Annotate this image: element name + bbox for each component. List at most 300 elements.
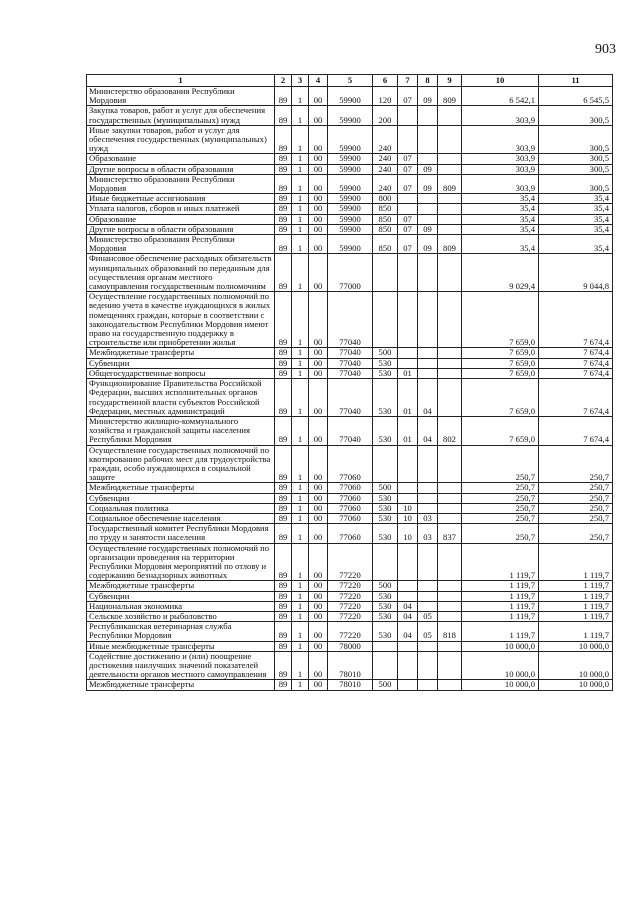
code-cell: 837 <box>438 524 462 543</box>
amount-cell: 35,4 <box>462 235 539 254</box>
amount-cell: 35,4 <box>462 204 539 214</box>
code-cell: 00 <box>309 87 328 106</box>
code-cell: 04 <box>398 601 418 611</box>
code-cell: 09 <box>418 87 438 106</box>
code-cell <box>438 483 462 493</box>
budget-table <box>86 74 613 691</box>
amount-cell: 10 000,0 <box>539 641 613 651</box>
code-cell: 77060 <box>328 445 373 483</box>
code-cell <box>398 591 418 601</box>
row-name-cell: Республиканская ветеринарная служба Республики Мордовия <box>87 622 275 641</box>
amount-cell: 35,4 <box>539 214 613 224</box>
table-row <box>87 601 613 611</box>
code-cell <box>438 358 462 368</box>
code-cell <box>438 254 462 292</box>
code-cell: 1 <box>292 601 309 611</box>
code-cell: 530 <box>373 358 398 368</box>
code-cell <box>438 513 462 523</box>
amount-cell: 6 542,1 <box>462 87 539 106</box>
code-cell: 1 <box>292 483 309 493</box>
table-row <box>87 591 613 601</box>
code-cell: 00 <box>309 524 328 543</box>
code-cell: 03 <box>418 513 438 523</box>
code-cell: 1 <box>292 611 309 621</box>
code-cell <box>438 680 462 690</box>
amount-cell: 250,7 <box>462 524 539 543</box>
code-cell: 530 <box>373 591 398 601</box>
amount-cell: 250,7 <box>462 503 539 513</box>
code-cell <box>438 641 462 651</box>
amount-cell: 250,7 <box>539 524 613 543</box>
table-body <box>87 87 613 691</box>
code-cell: 818 <box>438 622 462 641</box>
code-cell: 850 <box>373 235 398 254</box>
code-cell <box>438 125 462 154</box>
amount-cell: 300,5 <box>539 125 613 154</box>
code-cell: 07 <box>398 174 418 193</box>
code-cell <box>418 204 438 214</box>
code-cell: 89 <box>275 641 292 651</box>
column-header: 7 <box>398 75 418 87</box>
code-cell: 1 <box>292 292 309 348</box>
row-name-cell: Социальная политика <box>87 503 275 513</box>
code-cell: 1 <box>292 513 309 523</box>
code-cell: 89 <box>275 581 292 591</box>
code-cell: 1 <box>292 214 309 224</box>
code-cell: 89 <box>275 292 292 348</box>
code-cell: 00 <box>309 445 328 483</box>
code-cell <box>398 254 418 292</box>
code-cell <box>398 543 418 581</box>
row-name-cell: Субвенции <box>87 591 275 601</box>
amount-cell: 250,7 <box>539 493 613 503</box>
code-cell: 00 <box>309 680 328 690</box>
code-cell <box>398 204 418 214</box>
amount-cell: 9 044,8 <box>539 254 613 292</box>
amount-cell: 300,5 <box>539 164 613 174</box>
code-cell <box>438 581 462 591</box>
table-row <box>87 164 613 174</box>
code-cell: 78010 <box>328 651 373 680</box>
code-cell: 00 <box>309 601 328 611</box>
amount-cell: 10 000,0 <box>462 651 539 680</box>
amount-cell: 7 659,0 <box>462 358 539 368</box>
code-cell <box>418 445 438 483</box>
code-cell: 07 <box>398 235 418 254</box>
amount-cell: 7 659,0 <box>462 348 539 358</box>
code-cell: 10 <box>398 524 418 543</box>
amount-cell: 35,4 <box>539 204 613 214</box>
code-cell: 1 <box>292 641 309 651</box>
table-row <box>87 358 613 368</box>
code-cell <box>438 106 462 125</box>
code-cell: 00 <box>309 611 328 621</box>
code-cell: 1 <box>292 493 309 503</box>
code-cell: 78000 <box>328 641 373 651</box>
amount-cell: 1 119,7 <box>462 581 539 591</box>
table-row <box>87 680 613 690</box>
code-cell: 00 <box>309 368 328 378</box>
table-row <box>87 503 613 513</box>
row-name-cell: Государственный комитет Республики Мордовия по труду и занятости населения <box>87 524 275 543</box>
column-header: 6 <box>373 75 398 87</box>
code-cell: 77040 <box>328 379 373 417</box>
code-cell: 00 <box>309 235 328 254</box>
code-cell: 1 <box>292 622 309 641</box>
code-cell: 1 <box>292 164 309 174</box>
code-cell <box>398 125 418 154</box>
row-name-cell: Иные закупки товаров, работ и услуг для обеспечения государственных (муниципальных) нужд <box>87 125 275 154</box>
code-cell <box>418 125 438 154</box>
code-cell <box>398 680 418 690</box>
code-cell: 1 <box>292 235 309 254</box>
code-cell <box>418 543 438 581</box>
code-cell: 530 <box>373 611 398 621</box>
table-row <box>87 106 613 125</box>
code-cell: 89 <box>275 379 292 417</box>
code-cell: 89 <box>275 194 292 204</box>
row-name-cell: Общегосударственные вопросы <box>87 368 275 378</box>
code-cell <box>438 292 462 348</box>
code-cell: 89 <box>275 601 292 611</box>
code-cell: 07 <box>398 214 418 224</box>
code-cell: 59900 <box>328 174 373 193</box>
code-cell: 1 <box>292 194 309 204</box>
code-cell: 00 <box>309 513 328 523</box>
page-number: 903 <box>595 42 616 57</box>
code-cell: 89 <box>275 125 292 154</box>
code-cell: 77060 <box>328 493 373 503</box>
table-row <box>87 87 613 106</box>
code-cell: 89 <box>275 651 292 680</box>
amount-cell: 1 119,7 <box>462 611 539 621</box>
amount-cell: 250,7 <box>539 483 613 493</box>
amount-cell: 7 674,4 <box>539 368 613 378</box>
amount-cell: 303,9 <box>462 125 539 154</box>
amount-cell: 300,5 <box>539 174 613 193</box>
row-name-cell: Образование <box>87 214 275 224</box>
code-cell <box>373 254 398 292</box>
amount-cell: 7 674,4 <box>539 416 613 445</box>
amount-cell: 250,7 <box>539 445 613 483</box>
code-cell: 00 <box>309 174 328 193</box>
code-cell: 89 <box>275 416 292 445</box>
code-cell: 500 <box>373 581 398 591</box>
code-cell <box>438 164 462 174</box>
code-cell: 00 <box>309 483 328 493</box>
table-row <box>87 524 613 543</box>
code-cell <box>438 379 462 417</box>
code-cell: 77040 <box>328 292 373 348</box>
code-cell: 78010 <box>328 680 373 690</box>
amount-cell: 7 659,0 <box>462 379 539 417</box>
table-row <box>87 125 613 154</box>
code-cell: 59900 <box>328 224 373 234</box>
row-name-cell: Содействие достижению и (или) поощрение достижения наилучших значений показателей деятельности органов местного самоуправления <box>87 651 275 680</box>
code-cell: 04 <box>398 622 418 641</box>
column-header: 3 <box>292 75 309 87</box>
code-cell <box>373 292 398 348</box>
code-cell: 09 <box>418 235 438 254</box>
code-cell: 89 <box>275 611 292 621</box>
code-cell: 89 <box>275 154 292 164</box>
column-header: 8 <box>418 75 438 87</box>
code-cell: 01 <box>398 416 418 445</box>
code-cell: 04 <box>418 379 438 417</box>
column-header: 4 <box>309 75 328 87</box>
code-cell: 1 <box>292 106 309 125</box>
row-name-cell: Осуществление государственных полномочий по квотированию рабочих мест для трудоустройства граждан, особо нуждающихся в социальной защите <box>87 445 275 483</box>
code-cell: 00 <box>309 348 328 358</box>
code-cell: 03 <box>418 524 438 543</box>
code-cell <box>418 581 438 591</box>
table-row <box>87 214 613 224</box>
code-cell <box>373 543 398 581</box>
code-cell <box>418 680 438 690</box>
code-cell <box>418 483 438 493</box>
table-row <box>87 254 613 292</box>
row-name-cell: Субвенции <box>87 493 275 503</box>
code-cell <box>438 154 462 164</box>
code-cell: 00 <box>309 651 328 680</box>
code-cell: 530 <box>373 601 398 611</box>
amount-cell: 10 000,0 <box>539 680 613 690</box>
code-cell <box>418 214 438 224</box>
code-cell <box>418 591 438 601</box>
code-cell: 77220 <box>328 581 373 591</box>
row-name-cell: Министерство образования Республики Мордовия <box>87 235 275 254</box>
row-name-cell: Субвенции <box>87 358 275 368</box>
table-row <box>87 611 613 621</box>
code-cell <box>398 581 418 591</box>
row-name-cell: Межбюджетные трансферты <box>87 483 275 493</box>
code-cell: 500 <box>373 348 398 358</box>
code-cell: 89 <box>275 503 292 513</box>
table-row <box>87 368 613 378</box>
code-cell: 1 <box>292 254 309 292</box>
code-cell <box>418 503 438 513</box>
code-cell: 1 <box>292 204 309 214</box>
code-cell: 89 <box>275 224 292 234</box>
code-cell <box>418 641 438 651</box>
code-cell: 07 <box>398 87 418 106</box>
amount-cell: 35,4 <box>539 235 613 254</box>
row-name-cell: Межбюджетные трансферты <box>87 680 275 690</box>
row-name-cell: Другие вопросы в области образования <box>87 164 275 174</box>
amount-cell: 303,9 <box>462 174 539 193</box>
amount-cell: 250,7 <box>462 493 539 503</box>
code-cell: 05 <box>418 611 438 621</box>
table-row <box>87 292 613 348</box>
code-cell: 1 <box>292 368 309 378</box>
code-cell: 59900 <box>328 164 373 174</box>
amount-cell: 10 000,0 <box>462 680 539 690</box>
code-cell <box>398 641 418 651</box>
code-cell: 00 <box>309 106 328 125</box>
row-name-cell: Министерство образования Республики Мордовия <box>87 174 275 193</box>
code-cell: 89 <box>275 368 292 378</box>
code-cell: 89 <box>275 358 292 368</box>
code-cell: 530 <box>373 379 398 417</box>
row-name-cell: Образование <box>87 154 275 164</box>
code-cell: 89 <box>275 204 292 214</box>
code-cell <box>438 348 462 358</box>
amount-cell: 250,7 <box>462 483 539 493</box>
code-cell: 59900 <box>328 194 373 204</box>
code-cell: 530 <box>373 416 398 445</box>
code-cell <box>438 224 462 234</box>
code-cell: 1 <box>292 379 309 417</box>
code-cell: 1 <box>292 87 309 106</box>
table-row <box>87 493 613 503</box>
code-cell <box>373 641 398 651</box>
code-cell <box>398 483 418 493</box>
code-cell: 1 <box>292 680 309 690</box>
code-cell: 530 <box>373 493 398 503</box>
code-cell <box>418 254 438 292</box>
row-name-cell: Осуществление государственных полномочий по ведению учета в качестве нуждающихся в жилых помещениях граждан, которые в соответствии с законодательством Республики Мордовия имеют право на государственную поддержку в строительстве или приобретении жилья <box>87 292 275 348</box>
code-cell: 00 <box>309 358 328 368</box>
code-cell: 00 <box>309 204 328 214</box>
code-cell <box>438 194 462 204</box>
amount-cell: 6 545,5 <box>539 87 613 106</box>
code-cell: 59900 <box>328 235 373 254</box>
amount-cell: 250,7 <box>539 513 613 523</box>
code-cell: 89 <box>275 254 292 292</box>
code-cell <box>418 368 438 378</box>
code-cell: 00 <box>309 194 328 204</box>
amount-cell: 250,7 <box>539 503 613 513</box>
code-cell: 240 <box>373 125 398 154</box>
code-cell <box>438 368 462 378</box>
code-cell: 89 <box>275 513 292 523</box>
row-name-cell: Сельское хозяйство и рыболовство <box>87 611 275 621</box>
code-cell: 00 <box>309 379 328 417</box>
code-cell: 77060 <box>328 513 373 523</box>
row-name-cell: Осуществление государственных полномочий по организации проведения на территории Республики Мордовия мероприятий по отлову и содержанию безнадзорных животных <box>87 543 275 581</box>
code-cell <box>398 194 418 204</box>
code-cell: 850 <box>373 224 398 234</box>
code-cell: 89 <box>275 524 292 543</box>
code-cell: 800 <box>373 194 398 204</box>
code-cell: 240 <box>373 154 398 164</box>
code-cell: 00 <box>309 641 328 651</box>
code-cell: 00 <box>309 622 328 641</box>
table-row <box>87 348 613 358</box>
row-name-cell: Другие вопросы в области образования <box>87 224 275 234</box>
code-cell <box>418 194 438 204</box>
code-cell: 1 <box>292 416 309 445</box>
code-cell <box>438 493 462 503</box>
row-name-cell: Национальная экономика <box>87 601 275 611</box>
row-name-cell: Межбюджетные трансферты <box>87 348 275 358</box>
code-cell: 850 <box>373 204 398 214</box>
code-cell: 77040 <box>328 416 373 445</box>
code-cell: 1 <box>292 524 309 543</box>
code-cell: 09 <box>418 174 438 193</box>
code-cell <box>418 601 438 611</box>
amount-cell: 1 119,7 <box>539 591 613 601</box>
code-cell <box>418 493 438 503</box>
column-header: 11 <box>539 75 613 87</box>
amount-cell: 300,5 <box>539 106 613 125</box>
code-cell <box>438 445 462 483</box>
table-row <box>87 174 613 193</box>
code-cell <box>438 651 462 680</box>
table-header-row <box>87 75 613 87</box>
amount-cell: 9 029,4 <box>462 254 539 292</box>
code-cell: 850 <box>373 214 398 224</box>
code-cell: 77220 <box>328 601 373 611</box>
code-cell: 07 <box>398 224 418 234</box>
table-row <box>87 445 613 483</box>
table-row <box>87 543 613 581</box>
code-cell: 77220 <box>328 591 373 601</box>
code-cell: 77220 <box>328 543 373 581</box>
code-cell: 00 <box>309 581 328 591</box>
table-row <box>87 581 613 591</box>
amount-cell: 1 119,7 <box>539 581 613 591</box>
code-cell: 809 <box>438 87 462 106</box>
code-cell: 59900 <box>328 204 373 214</box>
code-cell: 530 <box>373 503 398 513</box>
code-cell: 05 <box>418 622 438 641</box>
code-cell: 07 <box>398 164 418 174</box>
table-row <box>87 416 613 445</box>
code-cell: 04 <box>398 611 418 621</box>
code-cell <box>398 358 418 368</box>
code-cell <box>398 348 418 358</box>
code-cell: 89 <box>275 543 292 581</box>
row-name-cell: Иные бюджетные ассигнования <box>87 194 275 204</box>
amount-cell: 300,5 <box>539 154 613 164</box>
code-cell: 89 <box>275 591 292 601</box>
code-cell: 00 <box>309 543 328 581</box>
code-cell <box>398 651 418 680</box>
code-cell: 00 <box>309 493 328 503</box>
row-name-cell: Закупка товаров, работ и услуг для обеспечения государственных (муниципальных) нужд <box>87 106 275 125</box>
row-name-cell: Министерство образования Республики Мордовия <box>87 87 275 106</box>
code-cell: 89 <box>275 680 292 690</box>
amount-cell: 7 674,4 <box>539 348 613 358</box>
code-cell: 530 <box>373 524 398 543</box>
code-cell: 89 <box>275 235 292 254</box>
amount-cell: 7 674,4 <box>539 358 613 368</box>
table-row <box>87 235 613 254</box>
code-cell <box>398 445 418 483</box>
code-cell: 00 <box>309 164 328 174</box>
code-cell: 77060 <box>328 503 373 513</box>
code-cell: 89 <box>275 348 292 358</box>
table-row <box>87 651 613 680</box>
amount-cell: 1 119,7 <box>539 622 613 641</box>
row-name-cell: Межбюджетные трансферты <box>87 581 275 591</box>
code-cell: 1 <box>292 174 309 193</box>
code-cell: 01 <box>398 368 418 378</box>
code-cell <box>438 214 462 224</box>
code-cell: 00 <box>309 154 328 164</box>
code-cell <box>438 543 462 581</box>
code-cell: 59900 <box>328 106 373 125</box>
code-cell <box>438 204 462 214</box>
amount-cell: 1 119,7 <box>539 601 613 611</box>
code-cell: 1 <box>292 591 309 601</box>
code-cell: 04 <box>418 416 438 445</box>
code-cell: 530 <box>373 513 398 523</box>
amount-cell: 35,4 <box>462 194 539 204</box>
code-cell <box>398 106 418 125</box>
code-cell: 77000 <box>328 254 373 292</box>
